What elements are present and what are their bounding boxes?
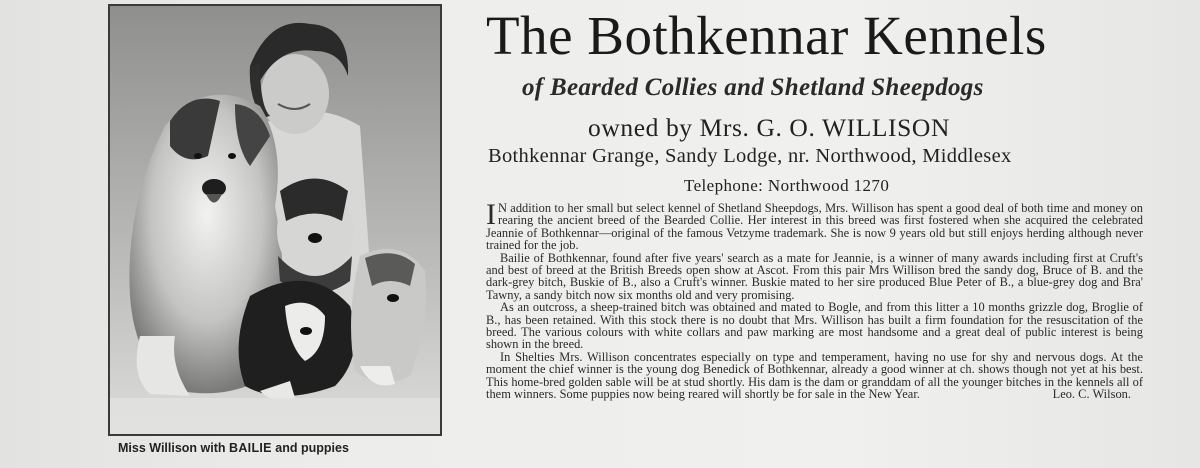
kennel-photograph <box>108 4 442 436</box>
puppy-upper <box>277 179 353 294</box>
author-signature: Leo. C. Wilson. <box>1052 387 1131 402</box>
address-line: Bothkennar Grange, Sandy Lodge, nr. Northwood, Middlesex <box>488 145 1012 167</box>
puppy-black-white <box>239 281 355 401</box>
article-paragraph-2: Bailie of Bothkennar, found after five years' search as a mate for Jeannie, is a winner of many awards including first at Cruft's and best of breed at the British Breeds open show at Ascot. From this pair Mrs Willison bred the sandy dog, Bruce of B. and the dark-grey bitch, Buskie of B., also a Cruft's winner. Buskie mated to her sire produced Blue Peter of B., a blue-grey dog and Bra' Tawny, a sandy bitch now six months old and very promising. <box>486 250 1143 302</box>
caption-prefix: Miss Willison with <box>118 441 226 455</box>
kennel-title: The Bothkennar Kennels <box>486 5 1047 66</box>
caption-suffix: and puppies <box>275 441 349 455</box>
telephone-line: Telephone: Northwood 1270 <box>684 176 890 195</box>
article-paragraph-1 <box>486 198 1143 253</box>
photo-illustration <box>110 6 440 434</box>
drop-cap: I <box>486 198 497 231</box>
article-paragraph-4 <box>486 351 1143 401</box>
article-paragraph-3: As an outcross, a sheep-trained bitch was obtained and mated to Bogle, and from this litter a 10 months grizzle dog, Broglie of B., has been retained. With this stock there is no doubt that Mrs. Willison has built a firm foundation for the resuscitation of the breed. The various colours with white collars and paw marking are most handsome and a great deal of public interest is being shown in the breed. <box>486 300 1143 352</box>
owner-line: owned by Mrs. G. O. WILLISON <box>588 113 950 142</box>
kennel-subtitle: of Bearded Collies and Shetland Sheepdogs <box>522 74 984 101</box>
article-body <box>486 198 1143 464</box>
photo-caption <box>118 441 438 455</box>
paragraph-1-text: N addition to her small but select kennel of Shetland Sheepdogs, Mrs. Willison has spent a good deal of both time and money on rearing the ancient breed of the Bearded Collie. Her interest in this breed was first fostered when she acquired the celebrated Jeannie of Bothkennar—original of the famous Vetzyme trademark. She is now 9 years old but still enjoys herding although never trained for the job. <box>486 201 1143 253</box>
paragraph-4-text: In Shelties Mrs. Willison concentrates especially on type and temperament, having no use for shy and nervous dogs. At the moment the chief winner is the young dog Benedick of Bothkennar, already a good winner at ch. shows though not yet at his best. This home-bred golden sable will be at stud shortly. His dam is the dam or granddam of all the younger bitches in the kennels all of them winners. Some puppies now being reared will shortly be for sale in the New Year. <box>486 349 1143 402</box>
caption-dog-name: BAILIE <box>229 441 272 455</box>
